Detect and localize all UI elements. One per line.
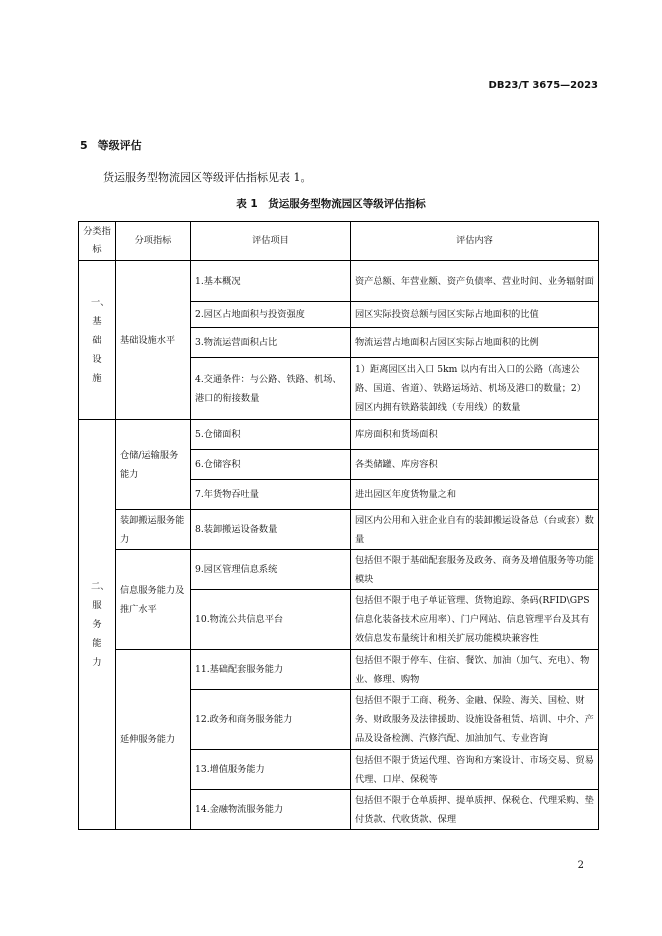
evaluation-index-table	[78, 221, 599, 830]
content-cell: 包括但不限于仓单质押、提单质押、保税仓、代理采购、垫付货款、代收货款、保理	[351, 790, 599, 830]
table-row	[79, 550, 599, 590]
table-row	[79, 420, 599, 450]
item-cell: 9.园区管理信息系统	[191, 550, 351, 590]
header-subcategory: 分项指标	[116, 222, 191, 261]
section-heading	[80, 137, 142, 153]
item-cell: 5.仓储面积	[191, 420, 351, 450]
item-cell: 10.物流公共信息平台	[191, 590, 351, 650]
item-cell: 4.交通条件：与公路、铁路、机场、港口的衔接数量	[191, 358, 351, 420]
content-cell: 包括但不限于货运代理、咨询和方案设计、市场交易、贸易代理、口岸、保税等	[351, 750, 599, 790]
subcategory-cell: 延伸服务能力	[116, 650, 191, 830]
header-category: 分类指标	[79, 222, 116, 261]
category-cell: 一、基础设施	[79, 261, 116, 420]
category-cell: 二、服务能力	[79, 420, 116, 830]
content-cell: 物流运营占地面积占园区实际占地面积的比例	[351, 328, 599, 358]
item-cell: 7.年货物吞吐量	[191, 480, 351, 510]
item-cell: 14.金融物流服务能力	[191, 790, 351, 830]
table-row	[79, 510, 599, 550]
item-cell: 6.仓储容积	[191, 450, 351, 480]
content-cell: 包括但不限于停车、住宿、餐饮、加油（加气、充电）、物业、修理、购物	[351, 650, 599, 690]
document-code: DB23/T 3675—2023	[488, 80, 598, 91]
content-cell: 库房面积和货场面积	[351, 420, 599, 450]
item-cell: 8.装卸搬运设备数量	[191, 510, 351, 550]
subcategory-cell: 基础设施水平	[116, 261, 191, 420]
header-item: 评估项目	[191, 222, 351, 261]
content-cell: 1）距离园区出入口 5km 以内有出入口的公路（高速公路、国道、省道）、铁路运场站、机场及港口的数量；2）园区内拥有铁路装卸线（专用线）的数量	[351, 358, 599, 420]
content-cell: 园区内公用和入驻企业自有的装卸搬运设备总（台或套）数量	[351, 510, 599, 550]
item-cell: 3.物流运营面积占比	[191, 328, 351, 358]
content-cell: 包括但不限于基础配套服务及政务、商务及增值服务等功能模块	[351, 550, 599, 590]
page-number: 2	[577, 860, 584, 871]
table-caption: 表 1 货运服务型物流园区等级评估指标	[236, 198, 426, 210]
table-row	[79, 261, 599, 302]
item-cell: 11.基础配套服务能力	[191, 650, 351, 690]
subcategory-cell: 仓储/运输服务能力	[116, 420, 191, 510]
content-cell: 园区实际投资总额与园区实际占地面积的比值	[351, 302, 599, 328]
table-header-row	[79, 222, 599, 261]
intro-paragraph: 货运服务型物流园区等级评估指标见表 1。	[103, 171, 312, 184]
table-row	[79, 650, 599, 690]
content-cell: 各类储罐、库房容积	[351, 450, 599, 480]
content-cell: 包括但不限于工商、税务、金融、保险、海关、国检、财务、财政服务及法律援助、设施设备租赁、培训、中介、产品及设备检测、汽修汽配、加油加气、专业咨询	[351, 690, 599, 750]
section-title: 等级评估	[97, 139, 142, 152]
header-content: 评估内容	[351, 222, 599, 261]
content-cell: 包括但不限于电子单证管理、货物追踪、条码(RFID\GPS 信息化装备技术应用率）、门户网站、信息管理平台及其有效信息发布量统计和相关扩展功能模块兼容性	[351, 590, 599, 650]
item-cell: 2.园区占地面积与投资强度	[191, 302, 351, 328]
content-cell: 进出园区年度货物量之和	[351, 480, 599, 510]
item-cell: 1.基本概况	[191, 261, 351, 302]
subcategory-cell: 装卸搬运服务能力	[116, 510, 191, 550]
section-number: 5	[80, 139, 88, 152]
item-cell: 12.政务和商务服务能力	[191, 690, 351, 750]
subcategory-cell: 信息服务能力及推广水平	[116, 550, 191, 650]
content-cell: 资产总额、年营业额、资产负债率、营业时间、业务辐射面	[351, 261, 599, 302]
item-cell: 13.增值服务能力	[191, 750, 351, 790]
